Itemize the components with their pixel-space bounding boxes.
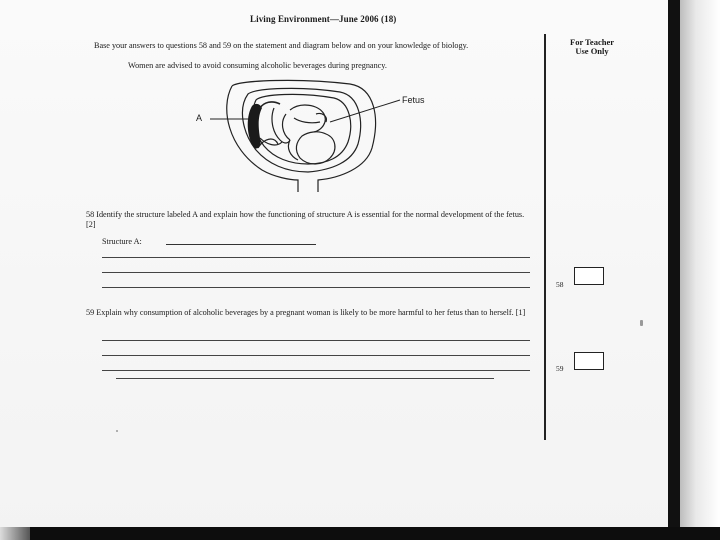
scan-speck: [116, 430, 118, 432]
teacher-line-2: Use Only: [575, 46, 609, 56]
intro-statement: Women are advised to avoid consuming alcoholic beverages during pregnancy.: [128, 61, 387, 70]
teacher-use-header: [552, 38, 632, 56]
question-59: 59 Explain why consumption of alcoholic beverages by a pregnant woman is likely to be more harmful to her fetus than to herself. [1]: [86, 308, 526, 317]
teacher-column-divider: [544, 34, 546, 440]
answer-line-58-1[interactable]: [102, 257, 530, 258]
page-binding-shadow: [668, 0, 680, 540]
bottom-edge-gradient: [0, 527, 30, 540]
teacher-line-1: For Teacher: [570, 37, 614, 47]
score-box-58[interactable]: [574, 267, 604, 285]
answer-line-58-3[interactable]: [102, 287, 530, 288]
bottom-scan-bar: [30, 527, 720, 540]
pregnancy-diagram: [190, 78, 450, 196]
answer-line-59-3[interactable]: [102, 370, 530, 371]
scan-speck: [640, 320, 643, 326]
score-label-59: 59: [556, 364, 564, 373]
structure-a-label: Structure A:: [102, 237, 142, 246]
score-label-58: 58: [556, 280, 564, 289]
answer-line-59-2[interactable]: [102, 355, 530, 356]
structure-a-answer-line[interactable]: [166, 244, 316, 245]
answer-line-58-2[interactable]: [102, 272, 530, 273]
label-a: A: [196, 113, 203, 123]
answer-line-59-1[interactable]: [102, 340, 530, 341]
page-header: Living Environment—June 2006 (18): [250, 14, 397, 24]
page-edge-shadow: [680, 0, 720, 540]
intro-text: Base your answers to questions 58 and 59 on the statement and diagram below and on your knowledge of biology.: [94, 41, 469, 50]
label-fetus: Fetus: [402, 95, 425, 105]
score-box-59[interactable]: [574, 352, 604, 370]
question-58: 58 Identify the structure labeled A and explain how the functioning of structure A is essential for the normal development of the fetus. [2]: [86, 210, 525, 229]
answer-line-59-4[interactable]: [116, 378, 494, 379]
